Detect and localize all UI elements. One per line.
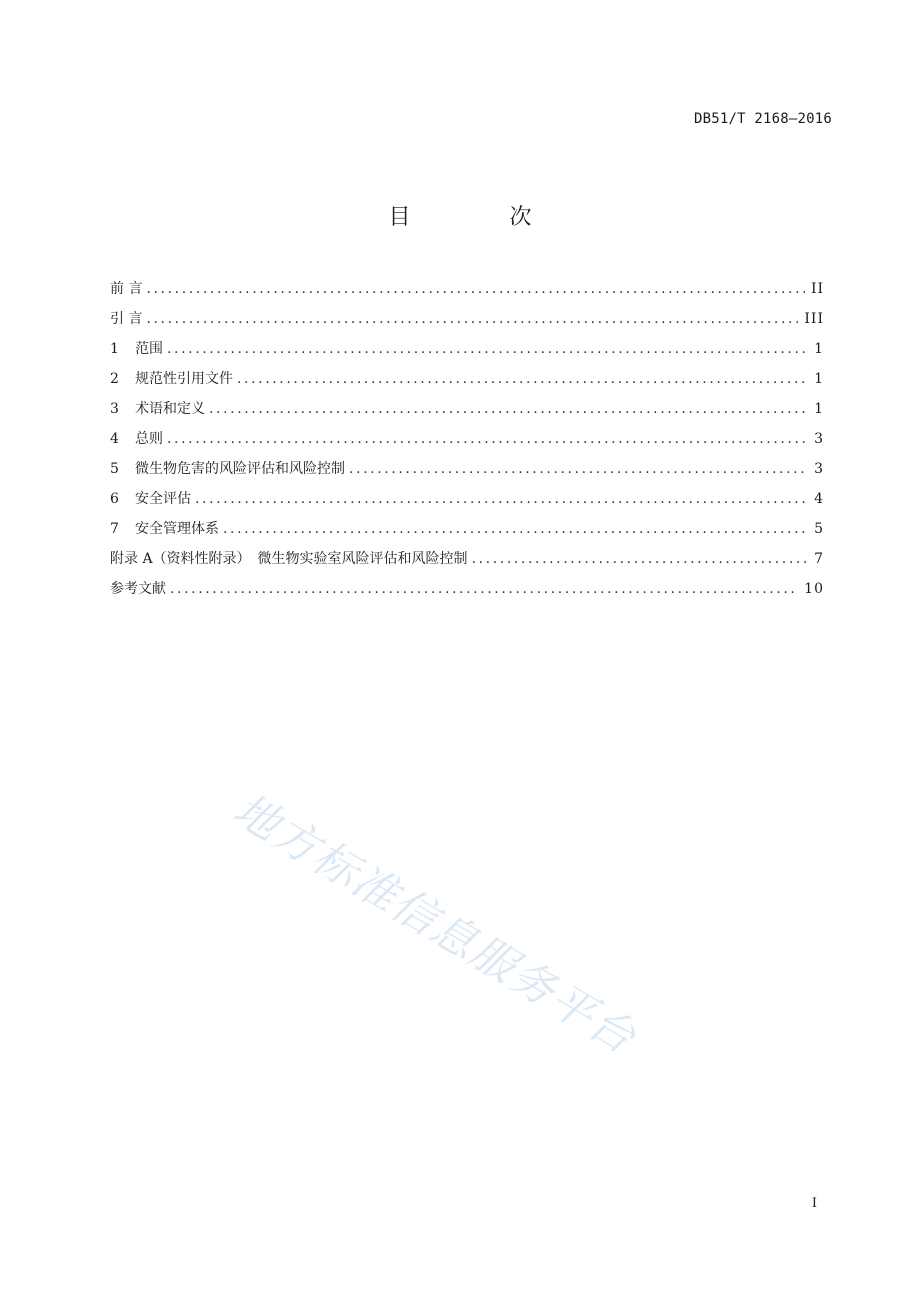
toc-entry-normative-references[interactable] [110,368,824,398]
toc-entry-terms-definitions[interactable] [110,398,824,428]
watermark: 地方标准信息服务平台 [224,783,646,1065]
toc-entry-page: 3 [814,461,824,477]
toc-entry-label: 附录 A（资料性附录） 微生物实验室风险评估和风险控制 [110,551,468,567]
toc-entry-number: 1 [110,341,119,357]
toc-entry-page: 3 [814,431,824,447]
toc-entry-label: 安全评估 [135,491,191,507]
toc-entry-page: III [804,311,824,327]
toc-entry-safety-management[interactable] [110,518,824,548]
toc-leader-dots [195,488,808,510]
toc-entry-number: 4 [110,431,119,447]
toc-entry-label: 术语和定义 [135,401,205,417]
toc-entry-page: 10 [804,581,824,597]
toc-leader-dots [167,338,808,360]
toc-leader-dots [223,518,808,540]
toc-entry-safety-evaluation[interactable] [110,488,824,518]
toc-entry-label: 前 言 [110,281,143,297]
toc-leader-dots [146,278,804,300]
toc-leader-dots [349,458,808,480]
page-number: I [811,1196,817,1211]
toc-entry-page: II [810,281,824,297]
document-code: DB51/T 2168—2016 [693,111,832,127]
toc-entry-label: 范围 [135,341,163,357]
toc-entry-introduction[interactable] [110,308,824,338]
toc-entry-label: 规范性引用文件 [135,371,233,387]
toc-entry-label: 安全管理体系 [135,521,219,537]
toc-leader-dots [472,548,809,570]
toc-entry-page: 1 [814,401,824,417]
toc-entry-label: 引 言 [110,311,143,327]
toc-entry-label: 参考文献 [110,581,166,597]
toc-leader-dots [237,368,808,390]
toc-entry-appendix-a[interactable] [110,548,824,578]
toc-entry-label: 微生物危害的风险评估和风险控制 [135,461,345,477]
toc-entry-page: 7 [814,551,824,567]
toc-entry-label: 总则 [135,431,163,447]
toc-entry-page: 5 [814,521,824,537]
toc-entry-page: 1 [814,371,824,387]
toc-leader-dots [167,428,808,450]
toc-entry-scope[interactable] [110,338,824,368]
toc-entry-foreword[interactable] [110,278,824,308]
toc-entry-page: 1 [814,341,824,357]
toc-leader-dots [146,308,798,330]
toc-leader-dots [170,578,798,600]
toc-title: 目 次 [388,205,578,230]
toc-entry-number: 2 [110,371,119,387]
toc-leader-dots [209,398,808,420]
toc-entry-risk-assessment[interactable] [110,458,824,488]
toc-entry-number: 6 [110,491,119,507]
toc-entry-bibliography[interactable] [110,578,824,608]
toc-entry-number: 7 [110,521,119,537]
toc-entry-general[interactable] [110,428,824,458]
table-of-contents [110,278,824,608]
toc-entry-number: 5 [110,461,119,477]
toc-entry-page: 4 [814,491,824,507]
toc-entry-number: 3 [110,401,119,417]
